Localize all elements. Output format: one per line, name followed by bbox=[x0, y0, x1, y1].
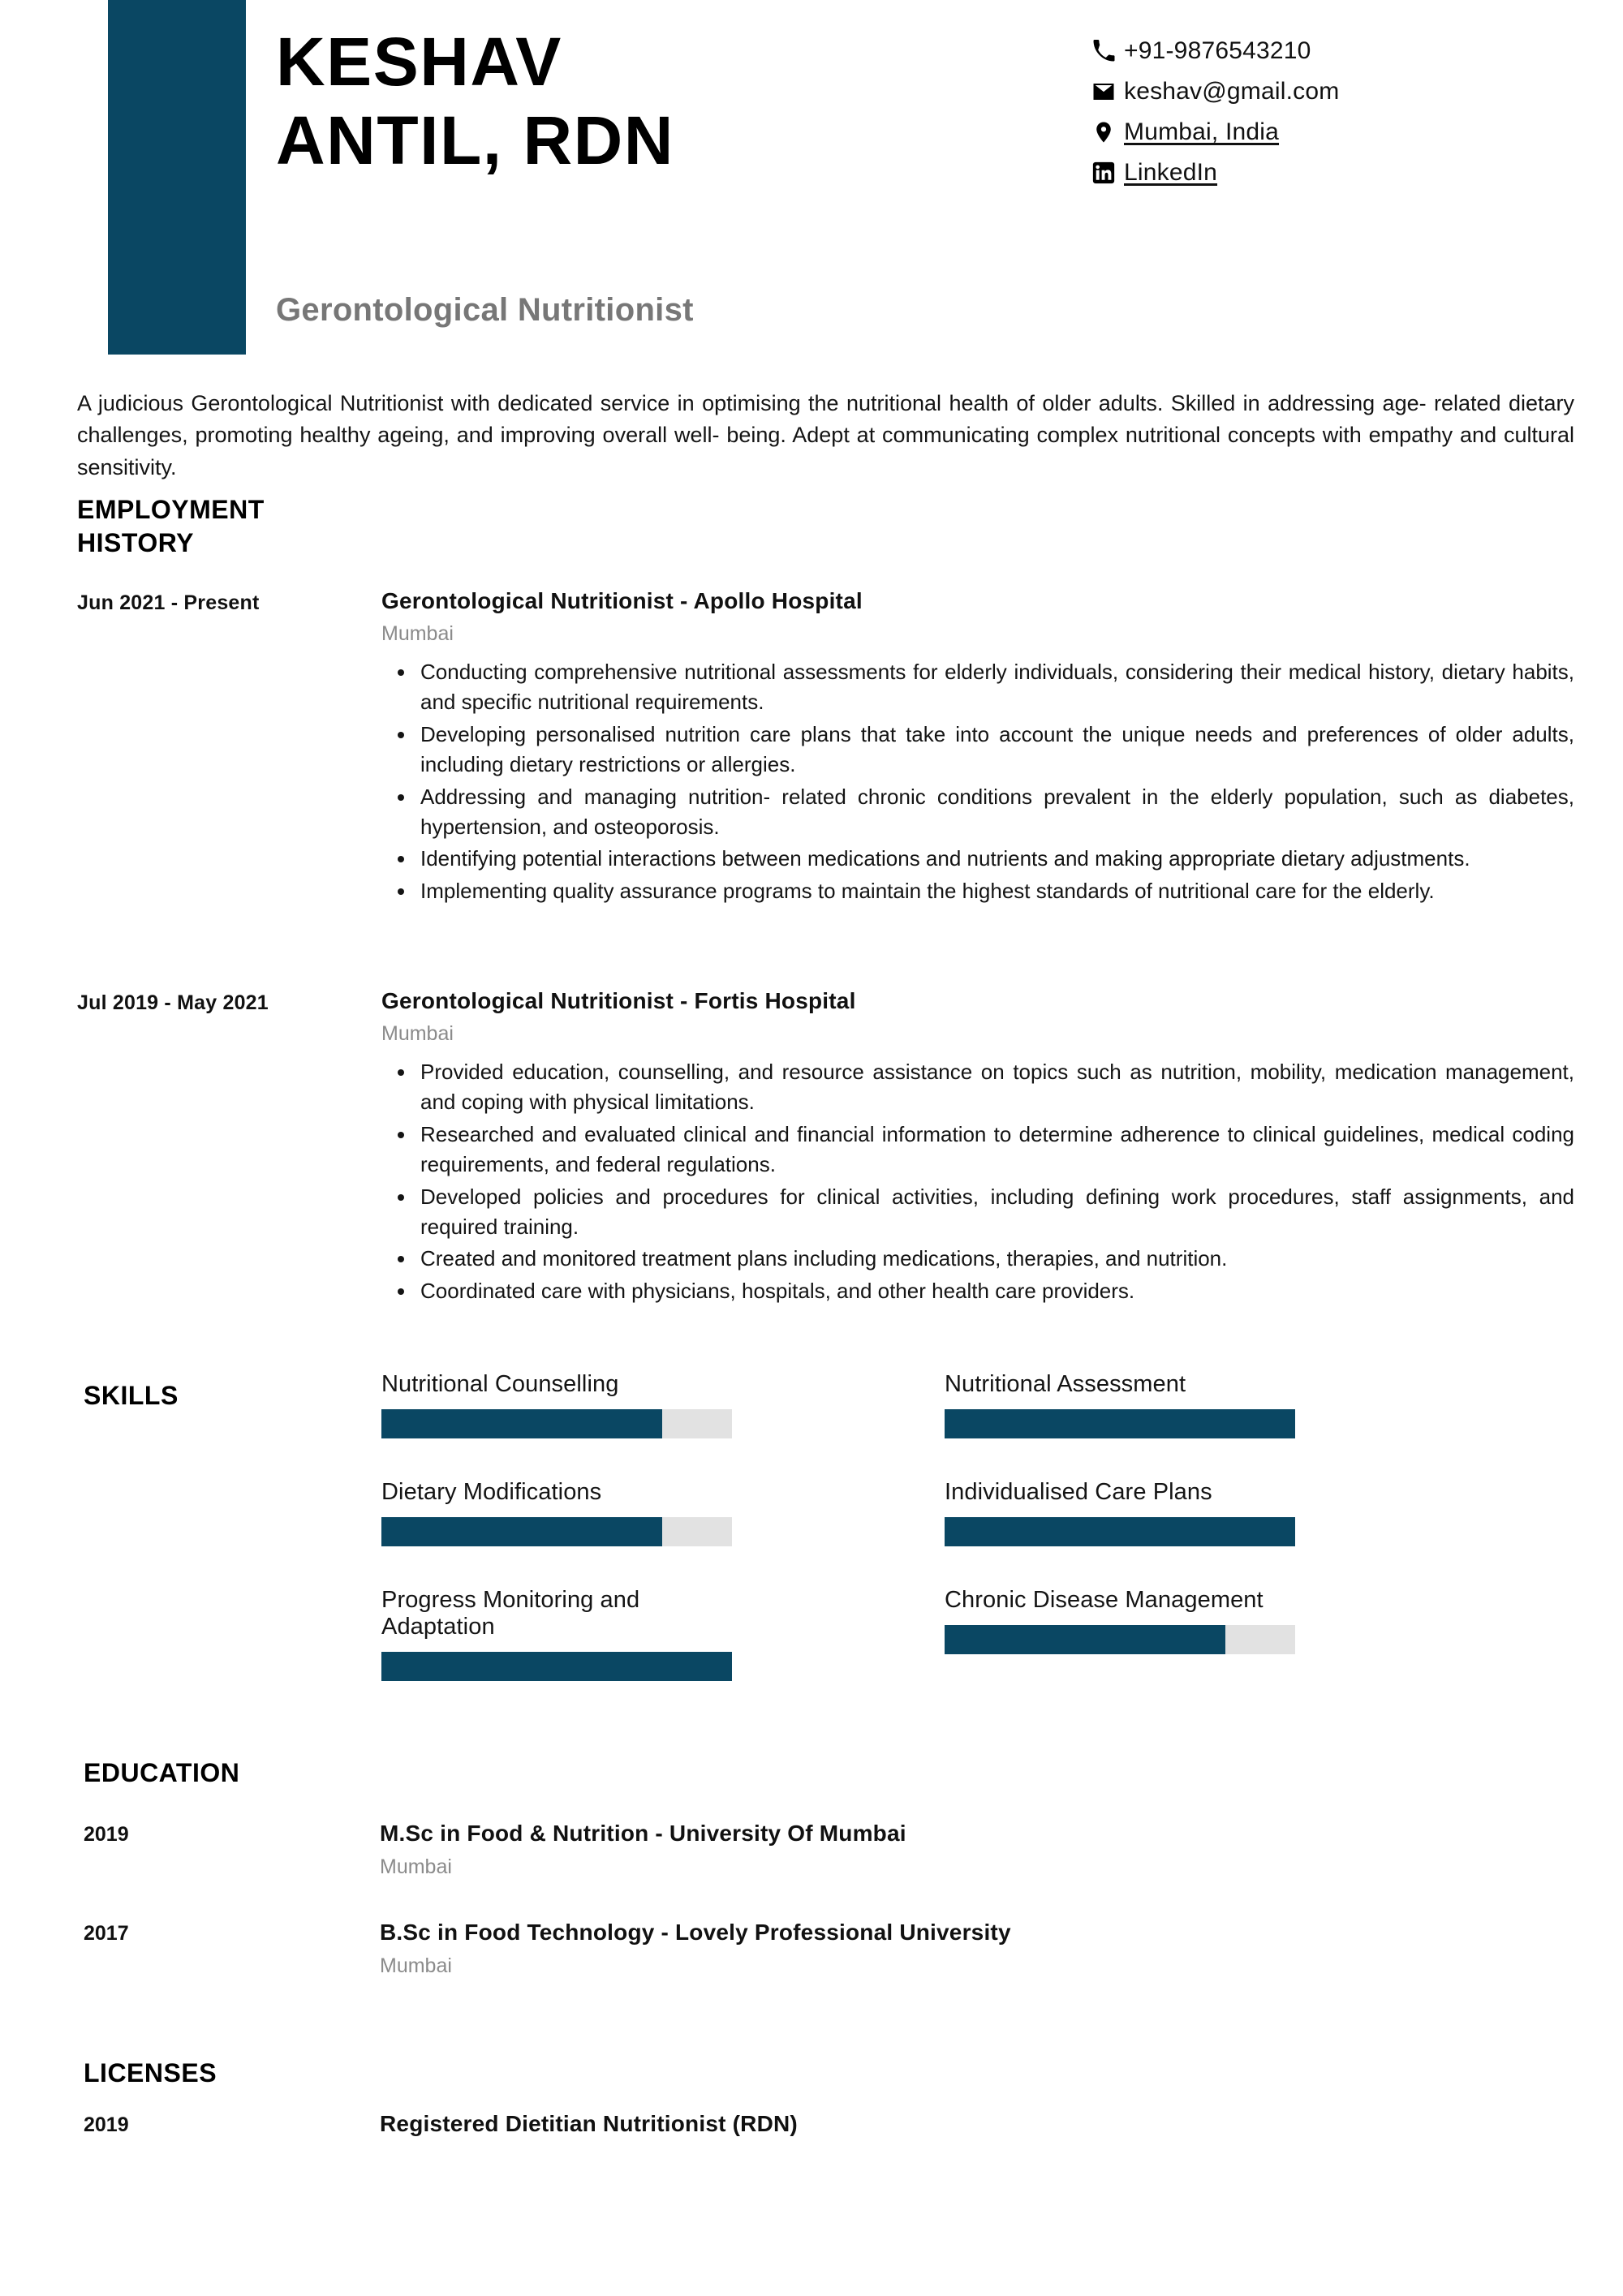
contact-list bbox=[1091, 31, 1339, 193]
list-item: Researched and evaluated clinical and financial information to determine adherence to clinical guidelines, medical coding requirements, and federal regulations. bbox=[420, 1120, 1574, 1180]
list-item: Developing personalised nutrition care plans that take into account the unique needs and preferences of older adults, including dietary restrictions or allergies. bbox=[420, 720, 1574, 780]
skill-item bbox=[381, 1371, 732, 1479]
employment-heading-line-1: EMPLOYMENT bbox=[77, 495, 265, 524]
location-pin-icon bbox=[1091, 120, 1124, 144]
education-entry-title: B.Sc in Food Technology - Lovely Professional University bbox=[380, 1920, 1011, 1945]
education-entry bbox=[84, 1920, 1011, 1978]
skills-gutter bbox=[732, 1479, 945, 1587]
employment-heading-line-2: HISTORY bbox=[77, 527, 194, 557]
employment-entry-location: Mumbai bbox=[381, 622, 454, 645]
skills-grid bbox=[381, 1371, 1542, 1695]
skill-progress-track bbox=[945, 1625, 1295, 1654]
list-item: Provided education, counselling, and resource assistance on topics such as nutrition, mobility, medication management, and coping with physical limitations. bbox=[420, 1057, 1574, 1117]
skill-progress-track bbox=[381, 1409, 732, 1438]
skill-progress-fill bbox=[381, 1409, 662, 1438]
education-entry-location: Mumbai bbox=[380, 1954, 452, 1977]
resume-header bbox=[0, 0, 1623, 361]
license-entry-body bbox=[380, 2111, 798, 2137]
job-title: Gerontological Nutritionist bbox=[276, 292, 694, 328]
skill-progress-track bbox=[945, 1517, 1295, 1546]
skill-item bbox=[945, 1587, 1295, 1695]
skill-progress-fill bbox=[945, 1409, 1295, 1438]
phone-icon bbox=[1091, 39, 1124, 63]
skill-progress-fill bbox=[381, 1517, 662, 1546]
linkedin-text: LinkedIn bbox=[1124, 159, 1218, 186]
skill-label: Chronic Disease Management bbox=[945, 1587, 1264, 1613]
employment-entry bbox=[77, 988, 1574, 1309]
employment-entry-date: Jun 2021 - Present bbox=[77, 591, 260, 614]
skill-label: Progress Monitoring and Adaptation bbox=[381, 1587, 640, 1640]
employment-entry-body bbox=[381, 588, 1574, 909]
candidate-name bbox=[276, 23, 1006, 181]
skills-gutter bbox=[1295, 1587, 1542, 1695]
list-item: Developed policies and procedures for clinical activities, including defining work procedures, staff assignments, and required training. bbox=[420, 1182, 1574, 1242]
skill-item bbox=[945, 1479, 1295, 1587]
employment-entry-date: Jul 2019 - May 2021 bbox=[77, 991, 269, 1014]
skill-label: Dietary Modifications bbox=[381, 1479, 602, 1505]
skills-gutter bbox=[1295, 1371, 1542, 1479]
skill-label: Nutritional Counselling bbox=[381, 1371, 619, 1397]
skill-item bbox=[381, 1479, 732, 1587]
education-entry bbox=[84, 1821, 906, 1879]
list-item: Identifying potential interactions between medications and nutrients and making appropriate dietary adjustments. bbox=[420, 844, 1574, 874]
list-item: Created and monitored treatment plans including medications, therapies, and nutrition. bbox=[420, 1244, 1574, 1274]
skill-progress-fill bbox=[945, 1625, 1225, 1654]
employment-entry-bullets bbox=[381, 657, 1574, 906]
education-entry-body bbox=[380, 1920, 1011, 1978]
skill-item bbox=[945, 1371, 1295, 1479]
skill-progress-track bbox=[381, 1652, 732, 1681]
accent-bar bbox=[108, 0, 246, 355]
education-entry-body bbox=[380, 1821, 906, 1879]
section-title-licenses bbox=[84, 2057, 217, 2090]
section-title-education bbox=[84, 1756, 239, 1790]
skill-progress-fill bbox=[945, 1517, 1295, 1546]
licenses-heading: LICENSES bbox=[84, 2058, 217, 2087]
employment-entry-bullets bbox=[381, 1057, 1574, 1306]
skill-label: Nutritional Assessment bbox=[945, 1371, 1186, 1397]
section-title-skills bbox=[84, 1379, 179, 1412]
skills-heading: SKILLS bbox=[84, 1381, 179, 1410]
education-entry-date: 2017 bbox=[84, 1922, 129, 1945]
skills-gutter bbox=[732, 1587, 945, 1695]
section-title-employment bbox=[77, 493, 337, 560]
education-entry-date: 2019 bbox=[84, 1823, 129, 1846]
professional-summary: A judicious Gerontological Nutritionist with dedicated service in optimising the nutritional health of older adults. Skilled in addressing age- related dietary challenges, promoting healthy ageing, and improving overall well- being. Adept at communicating complex nutritional concepts with empathy and cultural sensitivity. bbox=[77, 391, 1574, 479]
name-line-2: ANTIL, RDN bbox=[276, 102, 674, 179]
location-text: Mumbai, India bbox=[1124, 118, 1280, 145]
skills-gutter bbox=[1295, 1479, 1542, 1587]
list-item: Addressing and managing nutrition- related chronic conditions prevalent in the elderly population, such as diabetes, hypertension, and osteoporosis. bbox=[420, 782, 1574, 842]
employment-entry-body bbox=[381, 988, 1574, 1309]
skill-progress-track bbox=[381, 1517, 732, 1546]
license-entry-title: Registered Dietitian Nutritionist (RDN) bbox=[380, 2111, 798, 2136]
contact-email[interactable] bbox=[1091, 71, 1339, 112]
skills-gutter bbox=[732, 1371, 945, 1479]
education-entry-location: Mumbai bbox=[380, 1855, 452, 1878]
employment-entry-title: Gerontological Nutritionist - Fortis Hospital bbox=[381, 988, 856, 1013]
name-line-1: KESHAV bbox=[276, 24, 562, 100]
education-heading: EDUCATION bbox=[84, 1758, 240, 1787]
skill-progress-track bbox=[945, 1409, 1295, 1438]
email-text: keshav@gmail.com bbox=[1124, 78, 1340, 105]
list-item: Conducting comprehensive nutritional assessments for elderly individuals, considering their medical history, dietary habits, and specific nutritional requirements. bbox=[420, 657, 1574, 717]
license-entry-date: 2019 bbox=[84, 2113, 129, 2136]
skill-item bbox=[381, 1587, 732, 1695]
phone-text: +91-9876543210 bbox=[1124, 37, 1311, 64]
skill-label: Individualised Care Plans bbox=[945, 1479, 1212, 1505]
list-item: Implementing quality assurance programs to maintain the highest standards of nutritional care for the elderly. bbox=[420, 876, 1574, 906]
employment-entry-location: Mumbai bbox=[381, 1022, 454, 1045]
license-entry bbox=[84, 2111, 798, 2137]
employment-entry bbox=[77, 588, 1574, 909]
education-entry-title: M.Sc in Food & Nutrition - University Of Mumbai bbox=[380, 1821, 906, 1846]
contact-phone[interactable] bbox=[1091, 31, 1339, 71]
employment-entry-title: Gerontological Nutritionist - Apollo Hospital bbox=[381, 588, 863, 613]
contact-location[interactable] bbox=[1091, 112, 1339, 153]
linkedin-icon bbox=[1091, 161, 1124, 185]
contact-linkedin[interactable] bbox=[1091, 153, 1339, 193]
skill-progress-fill bbox=[381, 1652, 732, 1681]
list-item: Coordinated care with physicians, hospitals, and other health care providers. bbox=[420, 1276, 1574, 1306]
envelope-icon bbox=[1091, 80, 1124, 104]
